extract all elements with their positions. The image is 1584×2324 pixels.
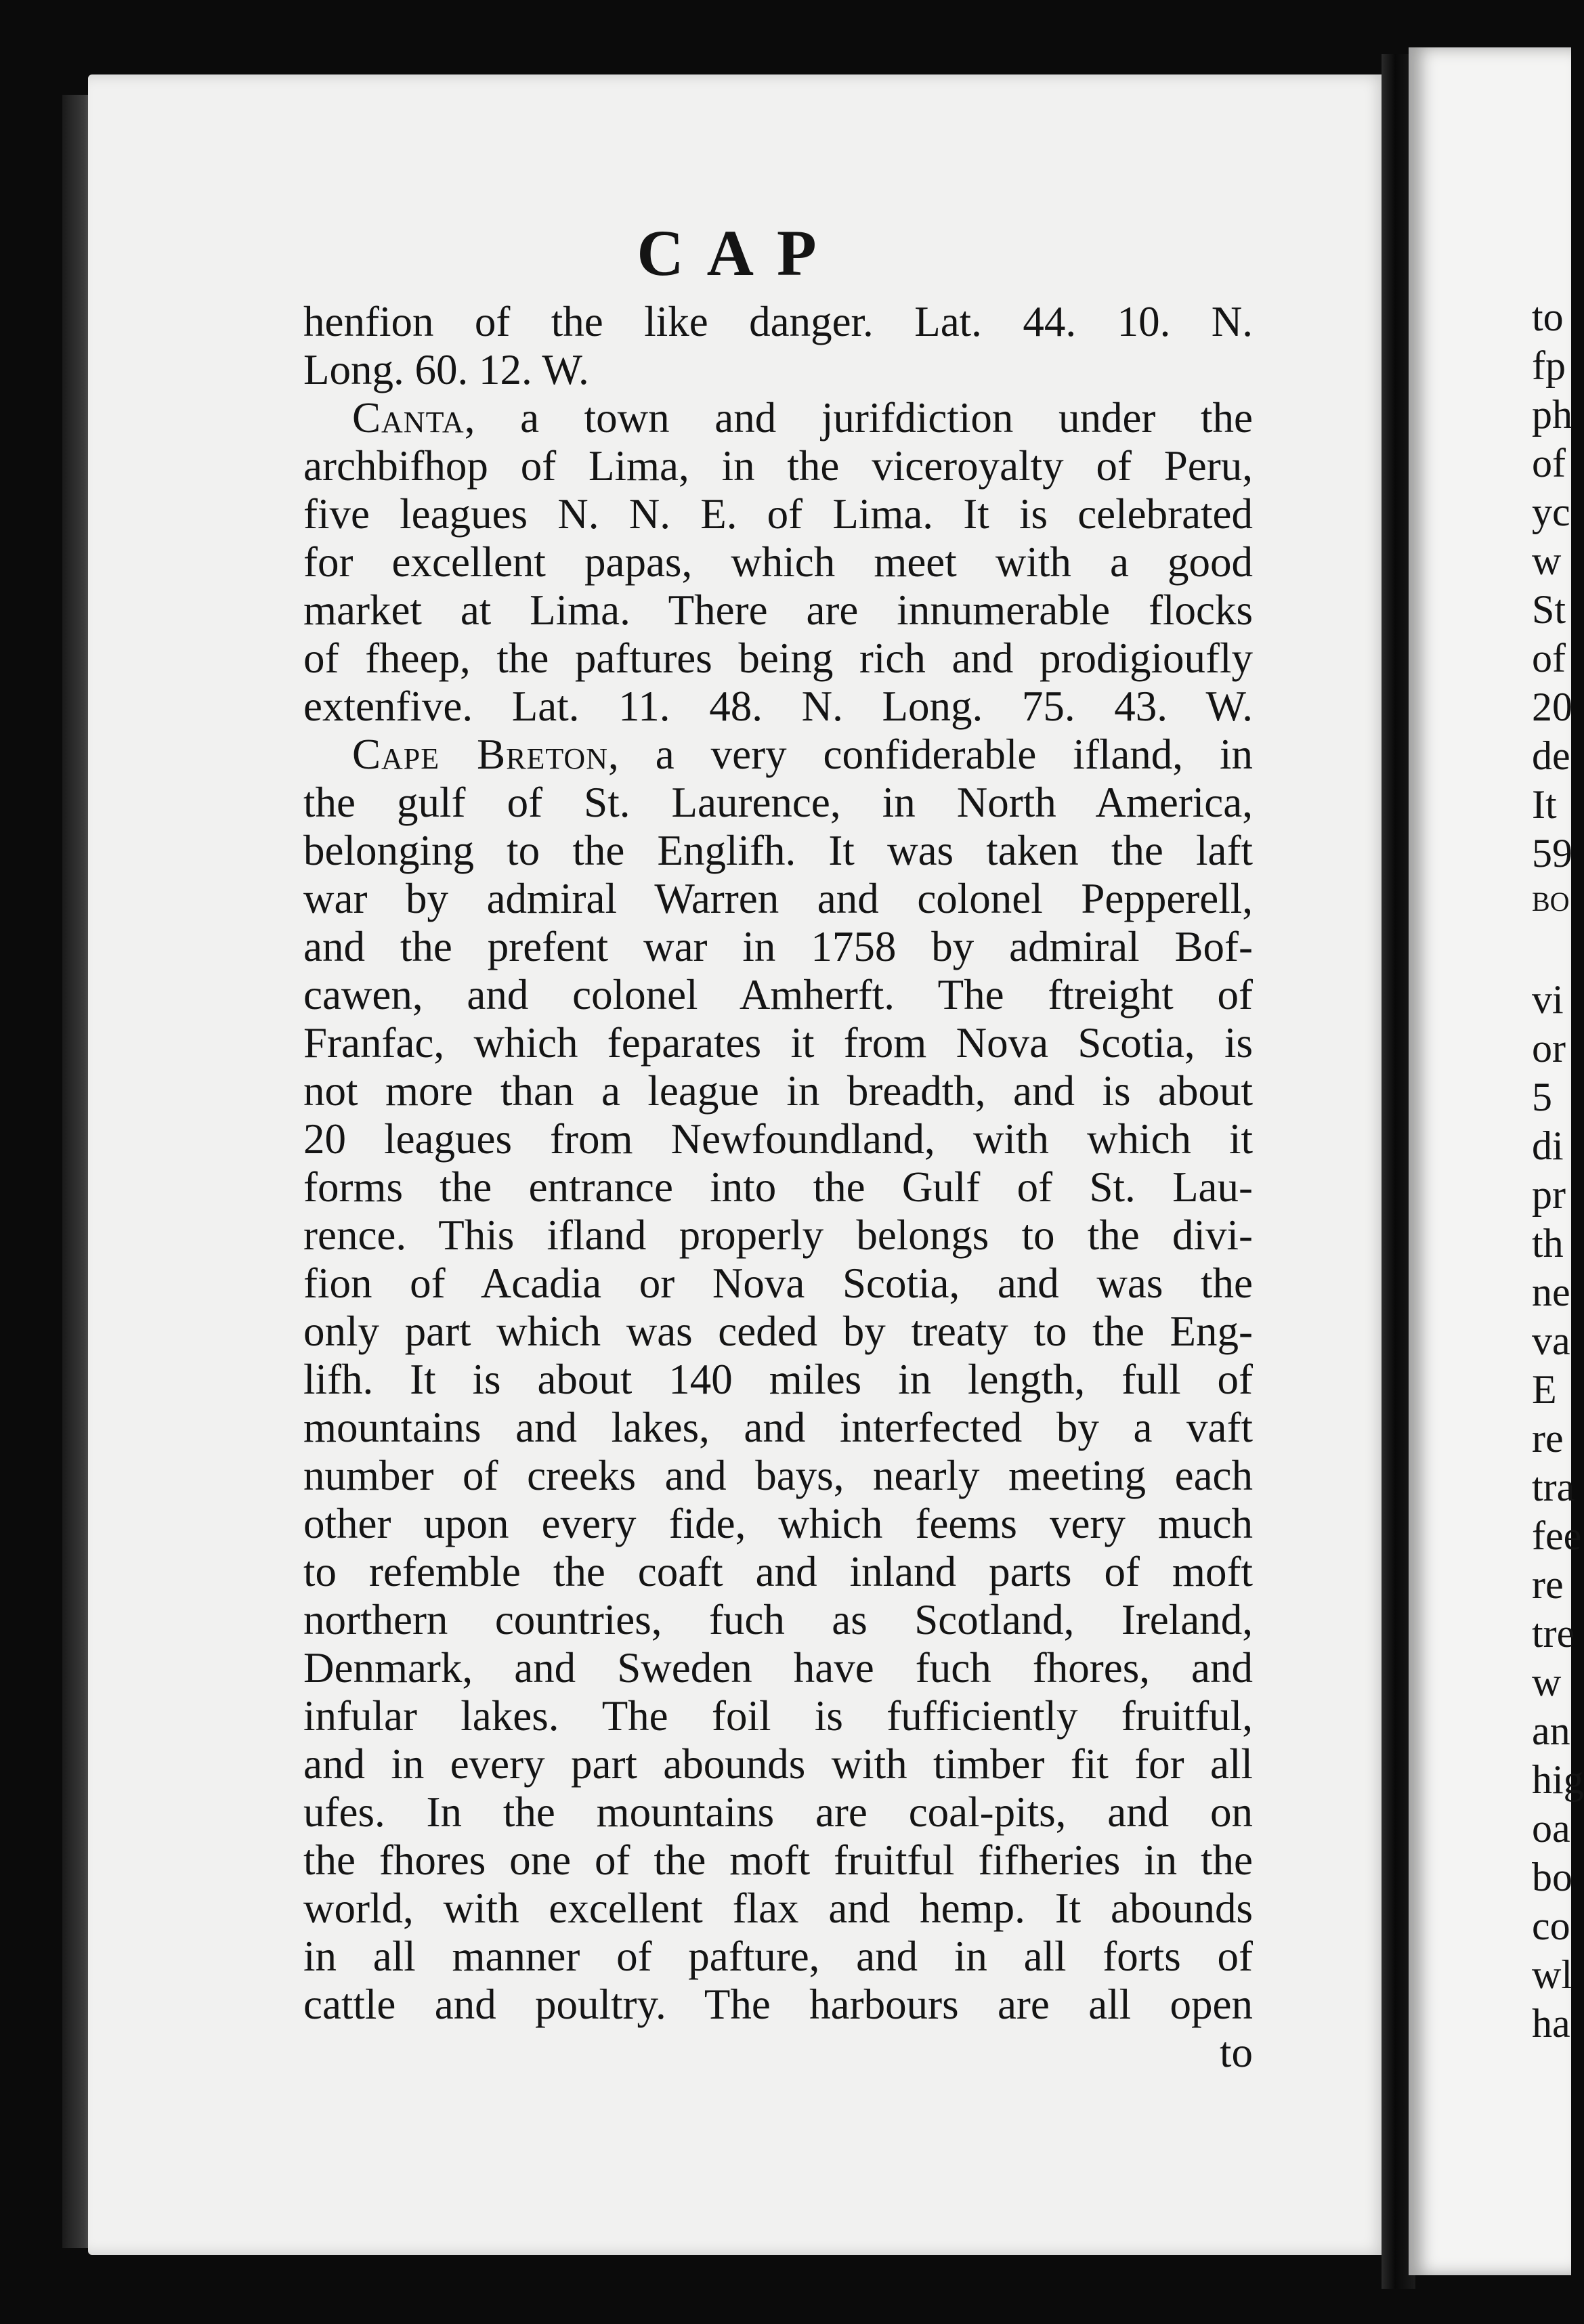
text-line: Franfac, which feparates it from Nova Scotia, is bbox=[303, 1019, 1253, 1067]
catchword-line bbox=[303, 2029, 1253, 2077]
entry-headword: Cape Breton bbox=[352, 731, 608, 778]
catchword: to bbox=[1219, 2029, 1253, 2076]
text-line: to refemble the coaft and inland parts of moft bbox=[303, 1548, 1253, 1595]
facing-fragment: 5 bbox=[1532, 1075, 1552, 1119]
facing-fragment: th bbox=[1532, 1221, 1564, 1266]
facing-fragment: di bbox=[1532, 1123, 1564, 1168]
facing-fragment: hig bbox=[1532, 1757, 1584, 1802]
facing-fragment: w bbox=[1532, 1660, 1562, 1704]
facing-fragment: vi bbox=[1532, 977, 1564, 1022]
text-line: ufes. In the mountains are coal-pits, and on bbox=[303, 1788, 1253, 1836]
entry-text: , a town and jurifdiction under the bbox=[464, 394, 1253, 442]
facing-fragment: wl bbox=[1532, 1952, 1572, 1997]
text-line: cawen, and colonel Amherft. The ftreight of bbox=[303, 971, 1253, 1018]
facing-fragment: ne bbox=[1532, 1270, 1570, 1314]
facing-fragment: re bbox=[1532, 1562, 1564, 1607]
facing-fragment: va bbox=[1532, 1318, 1570, 1363]
text-line: Long. 60. 12. W. bbox=[303, 346, 589, 393]
text-line: war by admiral Warren and colonel Pepperell, bbox=[303, 875, 1253, 922]
facing-fragment: yc bbox=[1532, 490, 1570, 534]
text-line: belonging to the Englifh. It was taken the laft bbox=[303, 827, 1253, 874]
text-line: number of creeks and bays, nearly meeting each bbox=[303, 1452, 1253, 1499]
facing-fragment: E bbox=[1532, 1367, 1557, 1412]
entry-first-line bbox=[303, 731, 1253, 779]
running-head: CAP bbox=[637, 217, 840, 289]
text-line: of fheep, the paftures being rich and prodigioufly bbox=[303, 634, 1253, 682]
text-line: mountains and lakes, and interfected by a vaft bbox=[303, 1404, 1253, 1451]
facing-fragment: oa bbox=[1532, 1806, 1570, 1851]
facing-fragment: to bbox=[1532, 295, 1564, 339]
text-line: five leagues N. N. E. of Lima. It is celebrated bbox=[303, 490, 1253, 538]
text-line: not more than a league in breadth, and is about bbox=[303, 1067, 1253, 1115]
facing-fragment: co bbox=[1532, 1903, 1570, 1948]
text-line: and in every part abounds with timber fit for all bbox=[303, 1740, 1253, 1788]
text-line: world, with excellent flax and hemp. It abounds bbox=[303, 1885, 1253, 1932]
facing-fragment: pr bbox=[1532, 1172, 1566, 1217]
facing-fragment: fee bbox=[1532, 1513, 1582, 1558]
facing-fragment: or bbox=[1532, 1026, 1566, 1071]
facing-fragment: 20 bbox=[1532, 685, 1572, 729]
text-line: lifh. It is about 140 miles in length, full of bbox=[303, 1356, 1253, 1403]
text-line: the fhores one of the moft fruitful fifheries in the bbox=[303, 1836, 1253, 1884]
facing-fragment: re bbox=[1532, 1416, 1564, 1461]
facing-fragment: an bbox=[1532, 1708, 1570, 1753]
facing-page-text bbox=[1532, 293, 1584, 2048]
facing-fragment: It bbox=[1532, 782, 1557, 827]
text-line: cattle and poultry. The harbours are all open bbox=[303, 1981, 1253, 2028]
facing-fragment: St bbox=[1532, 587, 1566, 632]
text-line: the gulf of St. Laurence, in North America, bbox=[303, 779, 1253, 826]
text-line: henfion of the like danger. Lat. 44. 10. N. bbox=[303, 298, 1253, 345]
body-text bbox=[303, 298, 1253, 2077]
text-line: extenfive. Lat. 11. 48. N. Long. 75. 43. W. bbox=[303, 683, 1253, 730]
text-line: in all manner of pafture, and in all forts of bbox=[303, 1933, 1253, 1980]
facing-fragment: w bbox=[1532, 538, 1562, 583]
facing-fragment: of bbox=[1532, 636, 1566, 681]
text-line: northern countries, fuch as Scotland, Ireland, bbox=[303, 1596, 1253, 1643]
facing-fragment: BO bbox=[1532, 886, 1570, 917]
text-line: Denmark, and Sweden have fuch fhores, and bbox=[303, 1644, 1253, 1692]
entry-first-line bbox=[303, 394, 1253, 442]
entry-text: , a very confiderable ifland, in bbox=[608, 731, 1254, 778]
text-line: archbifhop of Lima, in the viceroyalty of Peru, bbox=[303, 442, 1253, 490]
facing-fragment: bo bbox=[1532, 1855, 1572, 1899]
text-line: 20 leagues from Newfoundland, with which it bbox=[303, 1115, 1253, 1163]
facing-fragment: ph bbox=[1532, 392, 1572, 437]
text-line: for excellent papas, which meet with a good bbox=[303, 538, 1253, 586]
facing-fragment: 59 bbox=[1532, 831, 1572, 876]
facing-fragment: tra bbox=[1532, 1465, 1575, 1509]
text-line: only part which was ceded by treaty to the Eng- bbox=[303, 1308, 1253, 1355]
facing-fragment: ha bbox=[1532, 2001, 1570, 2046]
facing-fragment: of bbox=[1532, 441, 1566, 486]
entry-headword: Canta bbox=[352, 394, 465, 442]
facing-fragment bbox=[1532, 926, 1571, 975]
text-line: other upon every fide, which feems very much bbox=[303, 1500, 1253, 1547]
text-line: market at Lima. There are innumerable flocks bbox=[303, 586, 1253, 634]
facing-fragment: de bbox=[1532, 733, 1570, 778]
text-line: forms the entrance into the Gulf of St. Lau- bbox=[303, 1163, 1253, 1211]
text-line: infular lakes. The foil is fufficiently fruitful, bbox=[303, 1692, 1253, 1740]
text-line: and the prefent war in 1758 by admiral Bof- bbox=[303, 923, 1253, 970]
facing-fragment: fp bbox=[1532, 343, 1566, 388]
facing-fragment: tre bbox=[1532, 1611, 1575, 1656]
text-line: fion of Acadia or Nova Scotia, and was the bbox=[303, 1260, 1253, 1307]
text-line: rence. This ifland properly belongs to the divi- bbox=[303, 1211, 1253, 1259]
